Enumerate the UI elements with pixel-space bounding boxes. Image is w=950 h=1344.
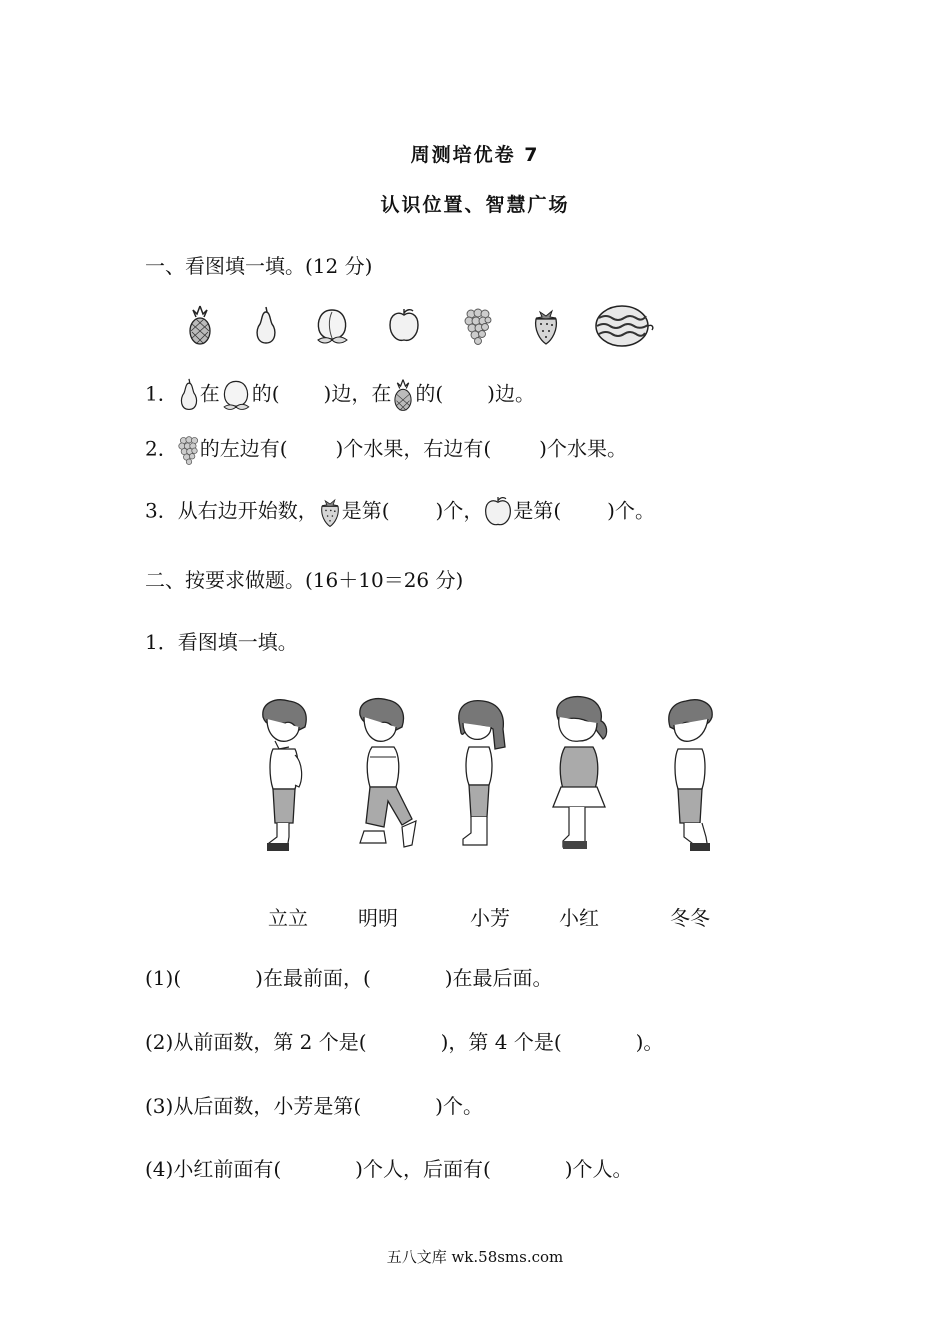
q2-text-3: )个水果。 bbox=[539, 436, 627, 461]
pear-icon bbox=[254, 306, 278, 346]
q1-text-2: 的( bbox=[251, 381, 280, 406]
boy-figure-icon bbox=[350, 697, 420, 852]
grape-icon bbox=[464, 306, 492, 346]
section2-heading: 二、按要求做题。(16＋10＝26 分) bbox=[145, 568, 464, 592]
q2-text-2: )个水果，右边有( bbox=[335, 436, 492, 461]
q3-number: 3． bbox=[145, 498, 178, 523]
section2-q3 bbox=[145, 1092, 483, 1120]
page-title: 周测培优卷 7 bbox=[410, 144, 540, 166]
q2-number: 2． bbox=[145, 436, 178, 461]
section2-q4 bbox=[145, 1155, 633, 1183]
girl-figure-icon bbox=[453, 697, 513, 852]
q-text: (1)( bbox=[145, 966, 182, 990]
q-text: (4)小红前面有( bbox=[145, 1157, 282, 1181]
q1-text-4: 的( bbox=[415, 381, 444, 406]
pineapple-icon bbox=[391, 378, 415, 412]
strawberry-icon bbox=[318, 496, 342, 528]
footer-watermark: 五八文库 wk.58sms.com bbox=[386, 1248, 564, 1266]
q-text: )个人，后面有( bbox=[355, 1157, 491, 1181]
child-name: 小红 bbox=[559, 906, 599, 930]
apple-icon bbox=[483, 496, 513, 528]
section2-q2 bbox=[145, 1028, 663, 1056]
q1-number: 1． bbox=[145, 381, 178, 406]
section2-q1 bbox=[145, 964, 553, 992]
q-text: (2)从前面数，第 2 个是( bbox=[145, 1030, 367, 1054]
q3-text-4: 是第( bbox=[513, 498, 562, 523]
child-name: 小芳 bbox=[470, 906, 510, 930]
watermelon-icon bbox=[594, 302, 656, 348]
q-text: )在最后面。 bbox=[444, 966, 553, 990]
section1-q2 bbox=[145, 434, 627, 466]
child-name: 冬冬 bbox=[670, 906, 710, 930]
child-name: 明明 bbox=[358, 906, 398, 930]
section1-q1 bbox=[145, 378, 535, 412]
q3-text-3: )个， bbox=[435, 498, 484, 523]
peach-icon bbox=[314, 306, 350, 346]
q1-text-1: 在 bbox=[199, 381, 220, 406]
q-text: )在最前面，( bbox=[255, 966, 371, 990]
q3-text-2: 是第( bbox=[341, 498, 390, 523]
section1-q3 bbox=[145, 496, 655, 528]
q3-text-5: )个。 bbox=[607, 498, 655, 523]
child-name: 立立 bbox=[268, 906, 308, 930]
q-text: )个。 bbox=[435, 1094, 483, 1118]
q1-text-3: )边，在 bbox=[323, 381, 392, 406]
pineapple-icon bbox=[187, 304, 213, 346]
children-row bbox=[0, 695, 950, 855]
apple-icon bbox=[387, 308, 421, 344]
peach-icon bbox=[220, 378, 252, 412]
girl-figure-icon bbox=[545, 695, 615, 853]
page-subtitle: 认识位置、智慧广场 bbox=[380, 194, 570, 216]
q3-text-1: 从右边开始数， bbox=[177, 498, 318, 523]
q-text: (3)从后面数，小芳是第( bbox=[145, 1094, 362, 1118]
pear-icon bbox=[178, 378, 200, 412]
strawberry-icon bbox=[532, 306, 560, 346]
boy-figure-icon bbox=[660, 697, 720, 852]
q2-text-1: 的左边有( bbox=[199, 436, 288, 461]
section1-heading: 一、看图填一填。(12 分) bbox=[145, 254, 373, 278]
q-text: )。 bbox=[635, 1030, 664, 1054]
fruit-row bbox=[0, 302, 950, 352]
grape-icon bbox=[178, 434, 200, 466]
section2-sub1: 1．看图填一填。 bbox=[145, 630, 298, 654]
boy-figure-icon bbox=[255, 697, 315, 852]
q1-text-5: )边。 bbox=[487, 381, 535, 406]
q-text: )，第 4 个是( bbox=[440, 1030, 562, 1054]
q-text: )个人。 bbox=[564, 1157, 633, 1181]
